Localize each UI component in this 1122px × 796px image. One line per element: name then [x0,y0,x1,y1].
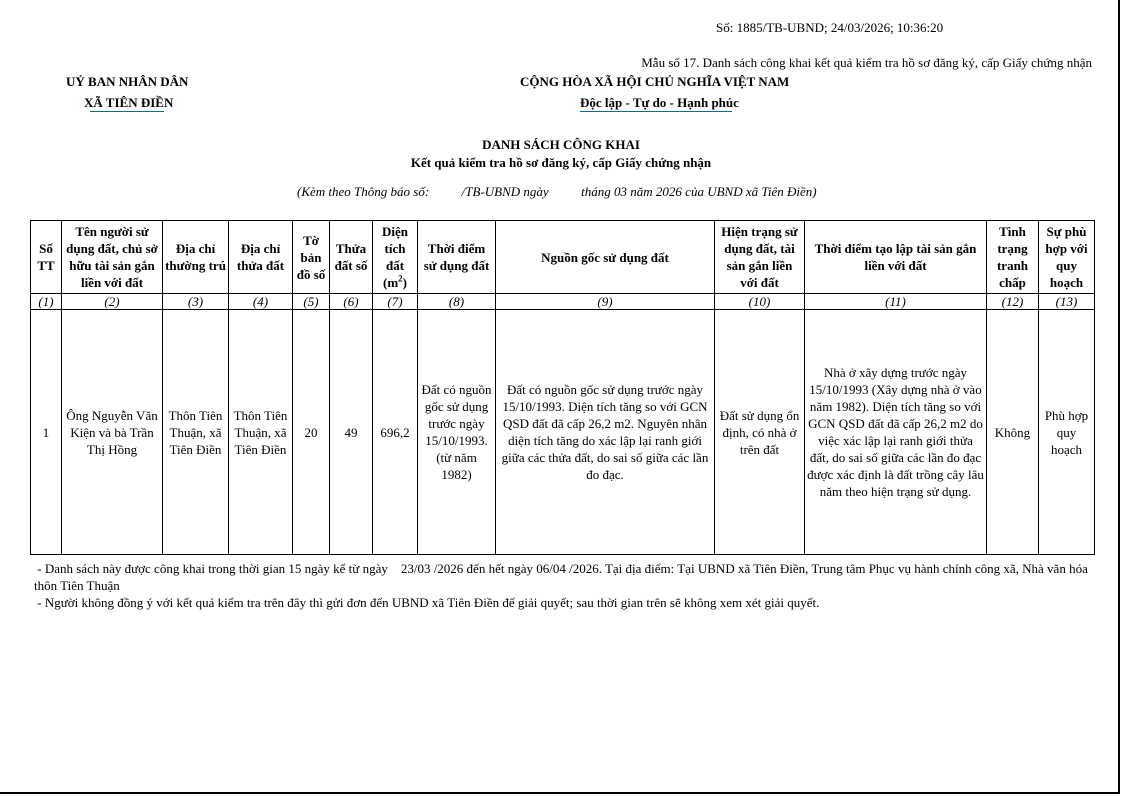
header-address: Địa chỉ thường trú [163,221,229,294]
col-number: (11) [805,294,987,310]
header-planning: Sự phù hợp với quy hoạch [1039,221,1095,294]
col-number: (1) [31,294,62,310]
col-number: (4) [229,294,293,310]
cell-origin: Đất có nguồn gốc sử dụng trước ngày 15/10/1993. Diện tích tăng so với GCN QSD đất đã cấp 26,2 m2. Nguyên nhân diện tích tăng do xác lập lại ranh giới giữa các thửa đất, do sai số giữa các lần đo đạc. [496,310,715,555]
col-number: (10) [715,294,805,310]
note-complaint: - Người không đồng ý với kết quả kiểm tra trên đây thì gửi đơn đến UBND xã Tiên Điền để giải quyết; sau thời gian trên sẽ không xem xét giải quyết. [34,595,820,610]
header-map-sheet: Tờ bản đồ số [293,221,330,294]
footer-notes [34,560,1094,611]
cell-current-status: Đất sử dụng ổn định, có nhà ở trên đất [715,310,805,555]
col-number: (9) [496,294,715,310]
note-publication-period: - Danh sách này được công khai trong thời gian 15 ngày kể từ ngày 23/03 /2026 đến hết ngày 06/04 /2026. Tại địa điểm: Tại UBND xã Tiên Điền, Trung tâm Phục vụ hành chính công xã, Nhà văn hóa thôn Tiên Thuận [34,561,1092,593]
col-number: (13) [1039,294,1095,310]
col-number: (3) [163,294,229,310]
cell-dispute: Không [987,310,1039,555]
cell-use-time: Đất có nguồn gốc sử dụng trước ngày 15/10/1993. (từ năm 1982) [418,310,496,555]
col-number: (8) [418,294,496,310]
motto-underline [580,111,732,112]
header-asset-time: Thời điểm tạo lập tài sản gắn liền với đất [805,221,987,294]
cell-parcel-address: Thôn Tiên Thuận, xã Tiên Điền [229,310,293,555]
cell-owner: Ông Nguyễn Văn Kiện và bà Trần Thị Hồng [62,310,163,555]
col-number: (2) [62,294,163,310]
cell-stt: 1 [31,310,62,555]
agency-name: UỶ BAN NHÂN DÂN [66,74,189,89]
col-number: (12) [987,294,1039,310]
header-parcel-no: Thửa đất số [330,221,373,294]
results-table [30,220,1095,555]
agency-underline [90,111,164,112]
header-current-status: Hiện trạng sử dụng đất, tài sản gắn liền với đất [715,221,805,294]
col-number: (6) [330,294,373,310]
table-header-row [31,221,1095,294]
header-area: Diện tích đất $(m^2)$ [373,221,418,294]
col-number: (5) [293,294,330,310]
cell-address: Thôn Tiên Thuận, xã Tiên Điền [163,310,229,555]
national-title: CỘNG HÒA XÃ HỘI CHỦ NGHĨA VIỆT NAM [520,74,790,89]
header-use-time: Thời điểm sử dụng đất [418,221,496,294]
document-subtitle: Kết quả kiểm tra hồ sơ đăng ký, cấp Giấy chứng nhận [410,155,712,170]
header-stt: Số TT [31,221,62,294]
header-dispute: Tình trạng tranh chấp [987,221,1039,294]
header-parcel-address: Địa chỉ thửa đất [229,221,293,294]
cell-parcel-no: 49 [330,310,373,555]
column-number-row [31,294,1095,310]
header-origin: Nguồn gốc sử dụng đất [496,221,715,294]
agency-commune: XÃ TIÊN ĐIỀN [84,95,174,110]
cell-planning: Phù hợp quy hoạch [1039,310,1095,555]
attachment-note: (Kèm theo Thông báo số: /TB-UBND ngày tháng 03 năm 2026 của UBND xã Tiên Điền) [297,184,817,199]
national-motto: Độc lập - Tự do - Hạnh phúc [580,95,739,110]
cell-asset-time: Nhà ở xây dựng trước ngày 15/10/1993 (Xây dựng nhà ở vào năm 1982). Diện tích tăng so với GCN QSD đất đã cấp 26,2 m2 do việc xác lập lại ranh giới thửa đất, do sai số giữa các lần đo đạc được xác định là đất trồng cây lâu năm theo hiện trạng sử dụng. [805,310,987,555]
table-row [31,310,1095,555]
form-template-note: Mẫu số 17. Danh sách công khai kết quả kiểm tra hồ sơ đăng ký, cấp Giấy chứng nhận [641,55,1092,70]
cell-area: 696,2 [373,310,418,555]
document-number: Số: 1885/TB-UBND; 24/03/2026; 10:36:20 [716,20,944,35]
col-number: (7) [373,294,418,310]
cell-map-sheet: 20 [293,310,330,555]
header-owner: Tên người sử dụng đất, chủ sở hữu tài sản gắn liền với đất [62,221,163,294]
document-title: DANH SÁCH CÔNG KHAI [482,137,640,152]
